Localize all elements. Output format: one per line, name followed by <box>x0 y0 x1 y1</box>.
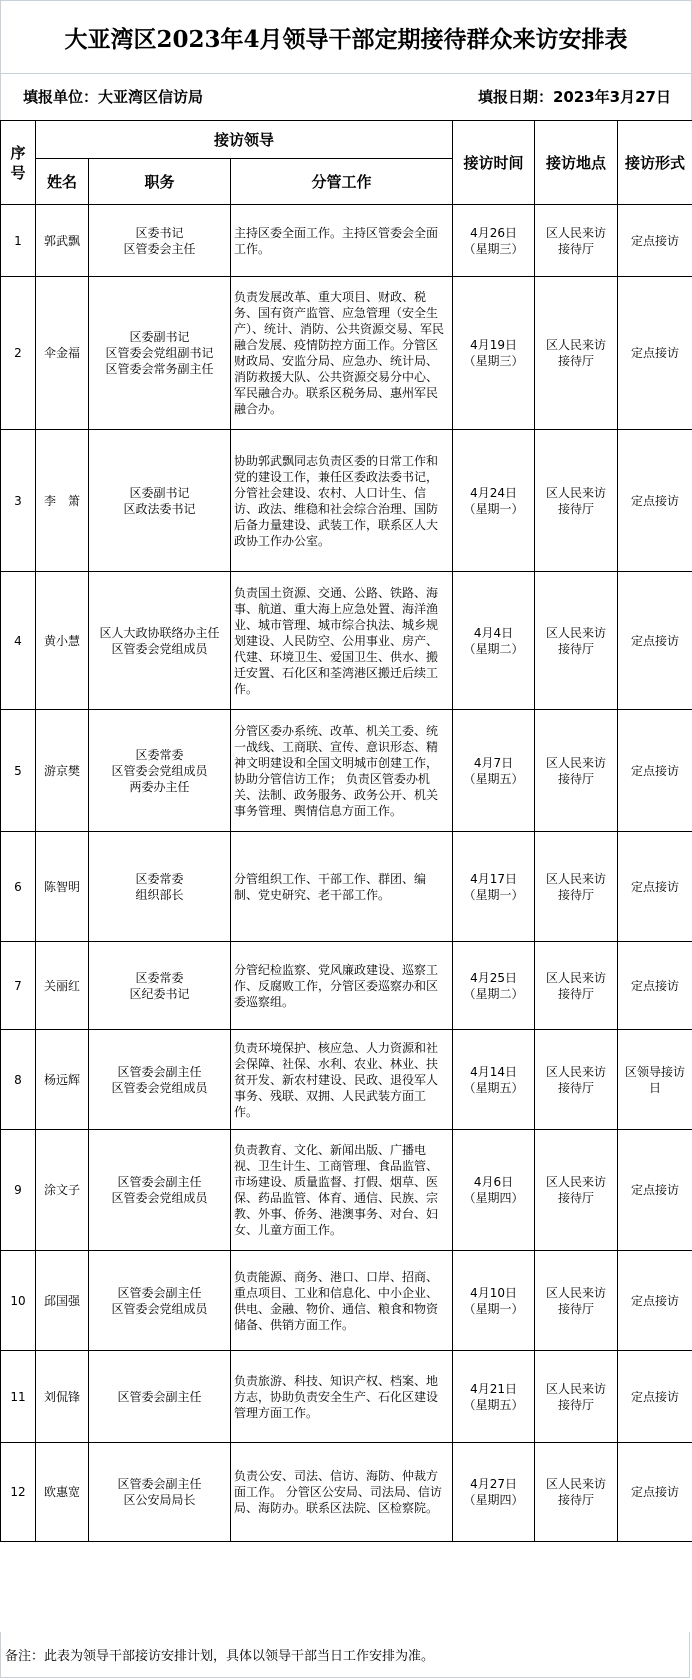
footnote: 备注：此表为领导干部接访安排计划，具体以领导干部当日工作安排为准。 <box>0 1632 690 1678</box>
cell-form: 定点接访 <box>618 572 692 710</box>
header-position: 职务 <box>89 159 231 205</box>
place-line: 区人民来访 <box>546 970 607 985</box>
table-row <box>1 277 692 430</box>
place-line: 接待厅 <box>558 354 595 368</box>
cell-seq: 4 <box>1 572 36 710</box>
cell-time <box>453 1130 535 1251</box>
place-line: 区人民来访 <box>546 755 607 770</box>
place-line: 区人民来访 <box>546 338 607 352</box>
position-line: 区委常委 <box>135 871 184 886</box>
reporting-date: 填报日期：2023年3月27日 <box>477 88 671 106</box>
cell-place <box>535 1351 618 1443</box>
cell-time <box>453 430 535 572</box>
cell-name: 关丽红 <box>36 942 89 1030</box>
cell-duties: 负责发展改革、重大项目、财政、税务、国有资产监管、应急管理（安全生产）、统计、消防、公共资源交易、军民融合发展、疫情防控方面工作。分管区财政局、安监分局、应急办、统计局、消防救援大队、公共资源交易分中心、军民融合办。联系区税务局、惠州军民融合办。 <box>231 277 453 430</box>
cell-place <box>535 710 618 832</box>
position-line: 区委常委 <box>135 747 184 762</box>
place-line: 区人民来访 <box>546 1381 607 1396</box>
cell-duties: 分管区委办系统、改革、机关工委、统一战线、工商联、宣传、意识形态、精神文明建设和全国文明城市创建工作，协助分管信访工作； 负责区管委办机关、法制、政务服务、政务公开、机关事务管理、舆情信息方面工作。 <box>231 710 453 832</box>
cell-place <box>535 205 618 277</box>
reporting-unit: 填报单位：大亚湾区信访局 <box>23 88 204 106</box>
cell-position <box>89 572 231 710</box>
place-line: 接待厅 <box>558 1493 595 1507</box>
cell-name: 刘侃锋 <box>36 1351 89 1443</box>
cell-position <box>89 1130 231 1251</box>
cell-place <box>535 1130 618 1251</box>
cell-form: 定点接访 <box>618 1443 692 1542</box>
visit-date: 4月25日 <box>470 970 517 985</box>
cell-seq: 9 <box>1 1130 36 1251</box>
position-line: 区管委会党组副书记 <box>105 346 214 360</box>
cell-time <box>453 572 535 710</box>
place-line: 接待厅 <box>558 501 595 516</box>
cell-form: 定点接访 <box>618 1351 692 1443</box>
visit-weekday: （星期二） <box>463 986 524 1001</box>
cell-name: 杨远辉 <box>36 1030 89 1130</box>
visit-weekday: （星期五） <box>463 771 524 786</box>
table-row <box>1 1443 692 1542</box>
place-line: 区人民来访 <box>546 1285 607 1300</box>
position-line: 区管委会副主任 <box>117 1477 202 1491</box>
place-line: 区人民来访 <box>546 225 607 240</box>
cell-place <box>535 832 618 942</box>
cell-place <box>535 277 618 430</box>
cell-duties: 负责能源、商务、港口、口岸、招商、重点项目、工业和信息化、中小企业、供电、金融、物价、通信、粮食和物资储备、供销方面工作。 <box>231 1251 453 1351</box>
cell-place <box>535 430 618 572</box>
header-seq: 序号 <box>1 121 36 205</box>
table-row <box>1 710 692 832</box>
position-line: 区管委会党组成员 <box>111 641 208 656</box>
cell-seq: 7 <box>1 942 36 1030</box>
visit-date: 4月26日 <box>470 225 517 240</box>
cell-form: 定点接访 <box>618 1130 692 1251</box>
cell-duties: 协助郭武飘同志负责区委的日常工作和党的建设工作，兼任区委政法委书记，分管社会建设、农村、人口计生、信访、政法、维稳和社会综合治理、国防后备力量建设、武装工作，联系区人大政协工作办公室。 <box>231 430 453 572</box>
place-line: 接待厅 <box>558 641 595 656</box>
cell-name: 黄小慧 <box>36 572 89 710</box>
place-line: 区人民来访 <box>546 871 607 886</box>
visit-weekday: （星期五） <box>463 1397 524 1412</box>
place-line: 区人民来访 <box>546 1175 607 1189</box>
cell-time <box>453 1030 535 1130</box>
cell-position <box>89 205 231 277</box>
place-line: 接待厅 <box>558 1191 595 1205</box>
position-line: 区公安局局长 <box>123 1493 196 1507</box>
position-line: 区纪委书记 <box>129 986 190 1001</box>
cell-duties: 主持区委全面工作。主持区管委会全面工作。 <box>231 205 453 277</box>
header-duties: 分管工作 <box>231 159 453 205</box>
cell-name: 郭武飘 <box>36 205 89 277</box>
cell-form: 定点接访 <box>618 710 692 832</box>
visit-weekday: （星期五） <box>463 1080 524 1095</box>
visit-date: 4月21日 <box>470 1381 517 1396</box>
cell-seq: 12 <box>1 1443 36 1542</box>
position-line: 区管委会副主任 <box>117 1064 202 1079</box>
cell-name: 邱国强 <box>36 1251 89 1351</box>
cell-time <box>453 832 535 942</box>
cell-duties: 分管纪检监察、党风廉政建设、巡察工作、反腐败工作，分管区委巡察办和区委巡察组。 <box>231 942 453 1030</box>
cell-name: 陈智明 <box>36 832 89 942</box>
cell-form: 定点接访 <box>618 430 692 572</box>
cell-form: 区领导接访日 <box>618 1030 692 1130</box>
cell-place <box>535 1443 618 1542</box>
place-line: 区人民来访 <box>546 1477 607 1491</box>
cell-time <box>453 942 535 1030</box>
header-form: 接访形式 <box>618 121 692 205</box>
cell-time <box>453 1251 535 1351</box>
cell-name: 李 箫 <box>36 430 89 572</box>
position-line: 组织部长 <box>135 887 184 902</box>
table-row <box>1 1130 692 1251</box>
cell-position <box>89 710 231 832</box>
title-row <box>0 0 692 74</box>
cell-seq: 1 <box>1 205 36 277</box>
cell-form: 定点接访 <box>618 832 692 942</box>
cell-duties: 负责国土资源、交通、公路、铁路、海事、航道、重大海上应急处置、海洋渔业、城市管理、城市综合执法、城乡规划建设、人民防空、公用事业、房产、代建、环境卫生、爱国卫生、供水、搬迁安置、石化区和荃湾港区搬迁后续工作。 <box>231 572 453 710</box>
header-leader-group: 接访领导 <box>36 121 453 159</box>
visit-date: 4月10日 <box>470 1285 517 1300</box>
cell-name: 涂文子 <box>36 1130 89 1251</box>
cell-name: 伞金福 <box>36 277 89 430</box>
visit-weekday: （星期四） <box>463 1493 524 1507</box>
cell-time <box>453 710 535 832</box>
table-row <box>1 430 692 572</box>
cell-place <box>535 942 618 1030</box>
position-line: 区管委会党组成员 <box>111 1080 208 1095</box>
visit-date: 4月6日 <box>473 1175 514 1189</box>
cell-place <box>535 572 618 710</box>
cell-name: 游京樊 <box>36 710 89 832</box>
cell-duties: 分管组织工作、干部工作、群团、编制、党史研究、老干部工作。 <box>231 832 453 942</box>
info-row <box>0 73 692 120</box>
cell-position <box>89 1030 231 1130</box>
cell-duties: 负责环境保护、核应急、人力资源和社会保障、社保、水利、农业、林业、扶贫开发、新农村建设、民政、退役军人事务、残联、双拥、人民武装方面工作。 <box>231 1030 453 1130</box>
visit-date: 4月27日 <box>470 1477 517 1491</box>
position-line: 区委书记 <box>135 225 184 240</box>
place-line: 接待厅 <box>558 1301 595 1316</box>
place-line: 区人民来访 <box>546 485 607 500</box>
place-line: 接待厅 <box>558 241 595 256</box>
schedule-table <box>0 120 692 1542</box>
table-row <box>1 832 692 942</box>
place-line: 接待厅 <box>558 1397 595 1412</box>
cell-form: 定点接访 <box>618 942 692 1030</box>
visit-weekday: （星期一） <box>463 1301 524 1316</box>
place-line: 接待厅 <box>558 771 595 786</box>
table-row <box>1 205 692 277</box>
cell-position <box>89 430 231 572</box>
visit-weekday: （星期三） <box>463 241 524 256</box>
cell-time <box>453 205 535 277</box>
table-row <box>1 942 692 1030</box>
table-row <box>1 1351 692 1443</box>
position-line: 两委办主任 <box>129 779 190 794</box>
cell-position <box>89 277 231 430</box>
cell-name: 欧惠宽 <box>36 1443 89 1542</box>
position-line: 区管委会副主任 <box>117 1285 202 1300</box>
cell-place <box>535 1251 618 1351</box>
visit-weekday: （星期二） <box>463 641 524 656</box>
cell-time <box>453 1443 535 1542</box>
cell-form: 定点接访 <box>618 205 692 277</box>
position-line: 区委副书记 <box>129 485 190 500</box>
cell-form: 定点接访 <box>618 277 692 430</box>
position-line: 区人大政协联络办主任 <box>99 625 220 640</box>
cell-duties: 负责公安、司法、信访、海防、仲裁方面工作。 分管区公安局、司法局、信访局、海防办。联系区法院、区检察院。 <box>231 1443 453 1542</box>
header-time: 接访时间 <box>453 121 535 205</box>
page-title: 大亚湾区2023年4月领导干部定期接待群众来访安排表 <box>64 25 628 53</box>
cell-seq: 5 <box>1 710 36 832</box>
visit-weekday: （星期三） <box>463 354 524 368</box>
position-line: 区管委会党组成员 <box>111 1191 208 1205</box>
cell-form: 定点接访 <box>618 1251 692 1351</box>
visit-weekday: （星期一） <box>463 501 524 516</box>
cell-position <box>89 942 231 1030</box>
place-line: 区人民来访 <box>546 625 607 640</box>
table-row <box>1 1030 692 1130</box>
place-line: 接待厅 <box>558 1080 595 1095</box>
cell-position <box>89 1443 231 1542</box>
cell-seq: 11 <box>1 1351 36 1443</box>
cell-seq: 3 <box>1 430 36 572</box>
position-line: 区委常委 <box>135 970 184 985</box>
cell-place <box>535 1030 618 1130</box>
table-row <box>1 572 692 710</box>
cell-time <box>453 1351 535 1443</box>
visit-date: 4月24日 <box>470 485 517 500</box>
visit-date: 4月4日 <box>473 625 514 640</box>
header-place: 接访地点 <box>535 121 618 205</box>
cell-seq: 10 <box>1 1251 36 1351</box>
position-line: 区管委会副主任 <box>117 1175 202 1189</box>
cell-time <box>453 277 535 430</box>
cell-seq: 2 <box>1 277 36 430</box>
visit-date: 4月14日 <box>470 1064 517 1079</box>
visit-weekday: （星期一） <box>463 887 524 902</box>
place-line: 区人民来访 <box>546 1064 607 1079</box>
cell-position <box>89 1351 231 1443</box>
cell-seq: 8 <box>1 1030 36 1130</box>
table-body <box>1 205 692 1542</box>
cell-position <box>89 1251 231 1351</box>
position-line: 区管委会主任 <box>123 241 196 256</box>
position-line: 区管委会党组成员 <box>111 763 208 778</box>
position-line: 区管委会常务副主任 <box>105 362 214 376</box>
cell-position <box>89 832 231 942</box>
position-line: 区管委会副主任 <box>117 1389 202 1404</box>
position-line: 区政法委书记 <box>123 501 196 516</box>
cell-seq: 6 <box>1 832 36 942</box>
cell-duties: 负责教育、文化、新闻出版、广播电视、卫生计生、工商管理、食品监管、市场建设、质量监督、打假、烟草、医保、药品监管、体育、通信、民族、宗教、外事、侨务、港澳事务、对台、妇女、儿童方面工作。 <box>231 1130 453 1251</box>
position-line: 区委副书记 <box>129 330 190 344</box>
visit-weekday: （星期四） <box>463 1191 524 1205</box>
visit-date: 4月19日 <box>470 338 517 352</box>
position-line: 区管委会党组成员 <box>111 1301 208 1316</box>
place-line: 接待厅 <box>558 986 595 1001</box>
cell-duties: 负责旅游、科技、知识产权、档案、地方志，协助负责安全生产、石化区建设管理方面工作。 <box>231 1351 453 1443</box>
table-row <box>1 1251 692 1351</box>
place-line: 接待厅 <box>558 887 595 902</box>
visit-date: 4月7日 <box>473 755 514 770</box>
visit-date: 4月17日 <box>470 871 517 886</box>
header-name: 姓名 <box>36 159 89 205</box>
